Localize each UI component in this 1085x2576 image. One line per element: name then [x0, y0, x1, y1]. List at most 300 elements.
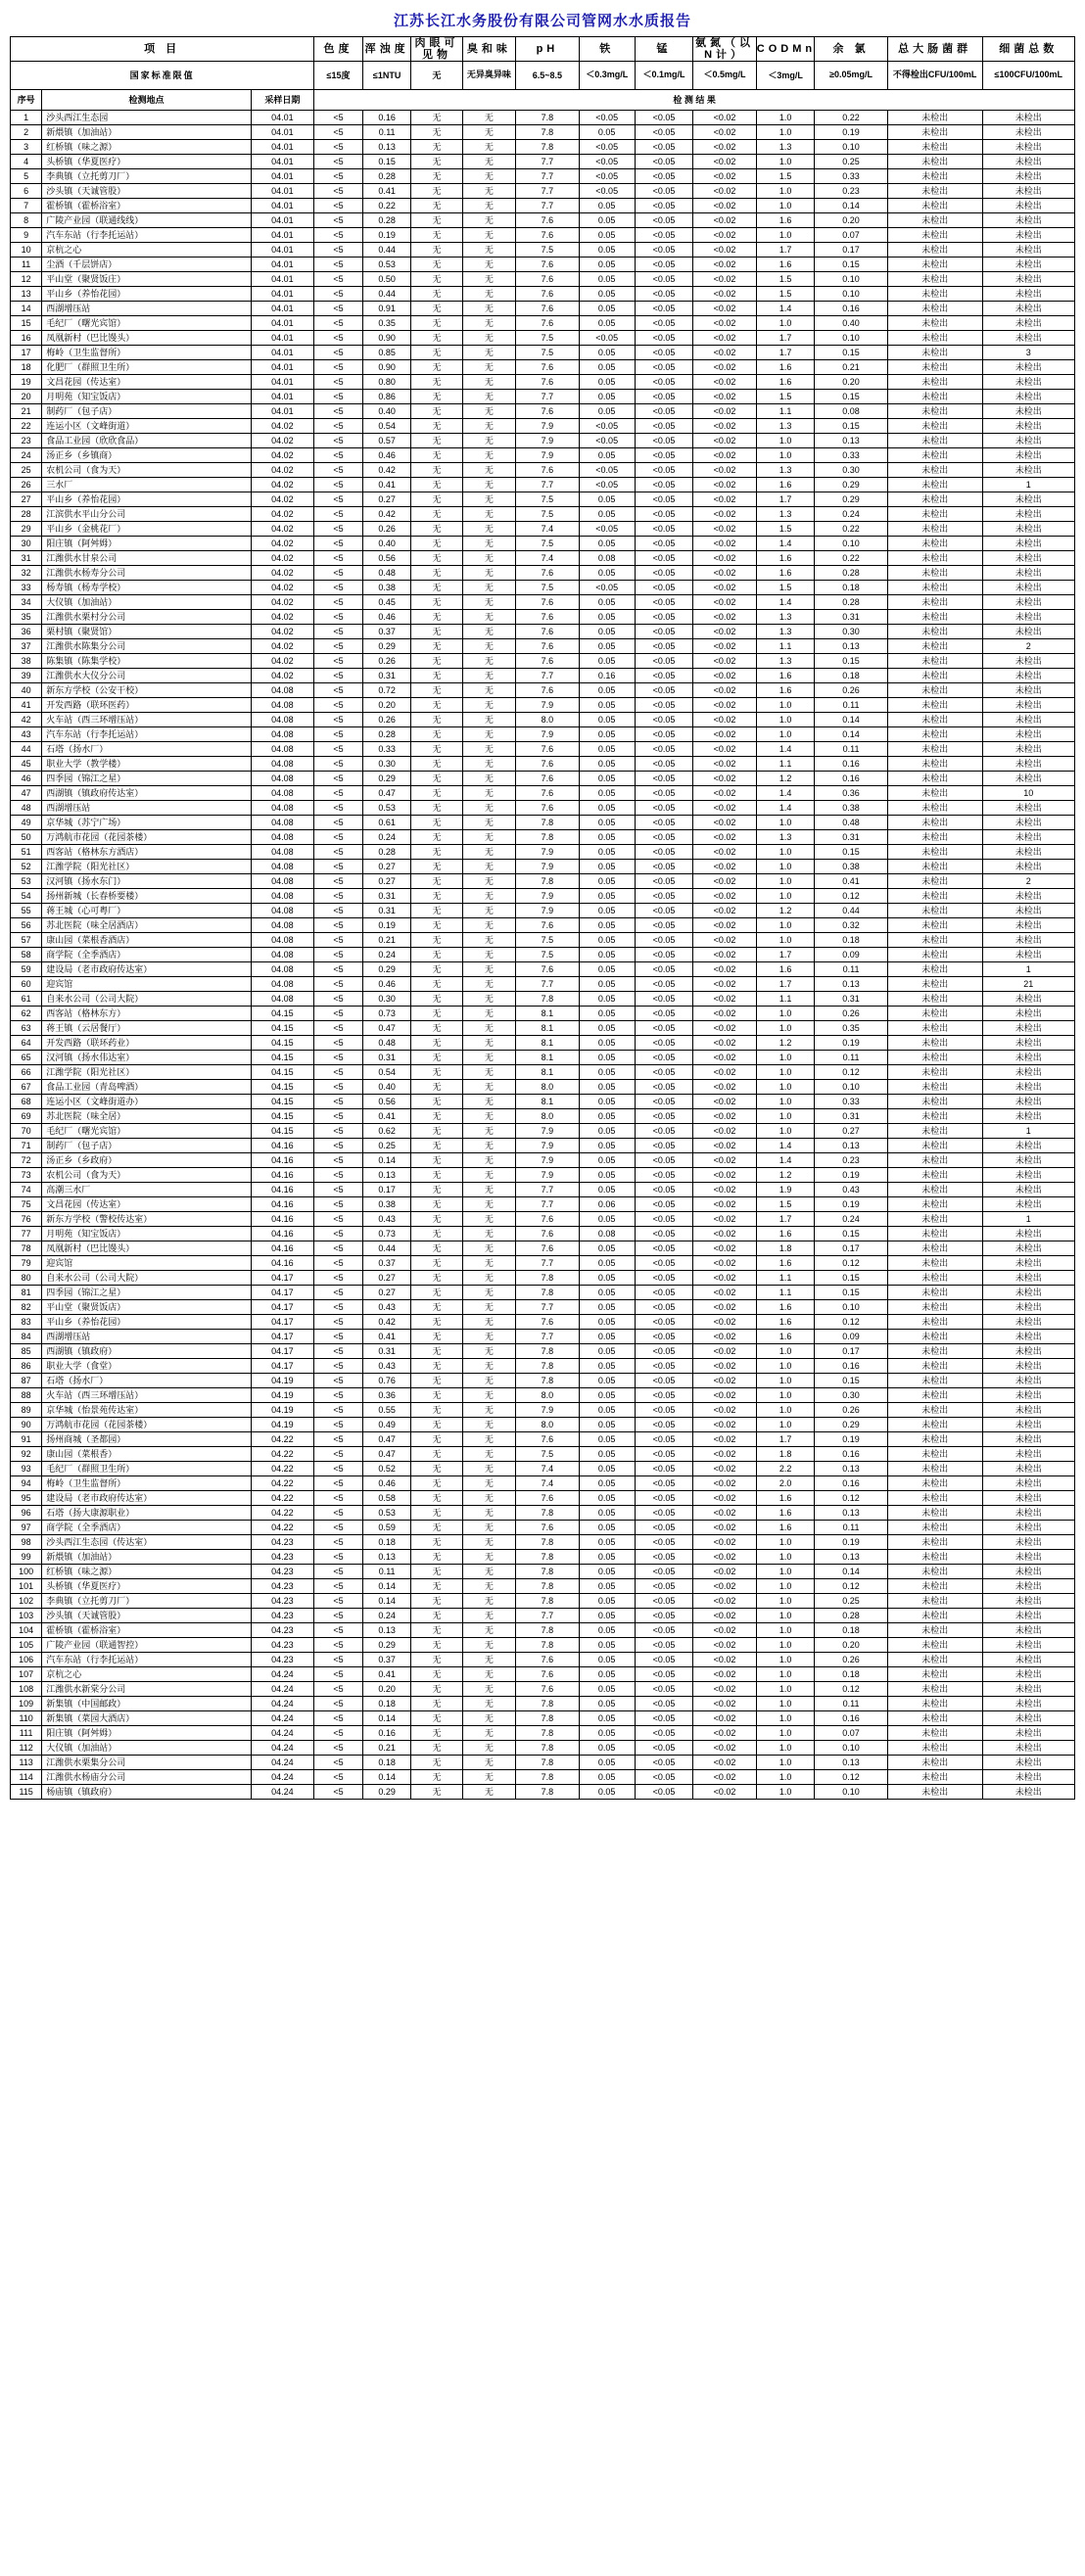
cell-seq: 28 [11, 507, 42, 522]
cell-value-3: 无 [462, 1197, 516, 1212]
cell-value-8: 1.0 [756, 448, 815, 463]
cell-value-4: 7.6 [516, 1682, 580, 1697]
limit-col-10: 不得检出CFU/100mL [887, 62, 982, 90]
cell-value-1: 0.46 [362, 448, 411, 463]
cell-value-10: 未检出 [887, 155, 982, 169]
cell-value-9: 0.13 [815, 639, 887, 654]
cell-value-9: 0.16 [815, 1447, 887, 1462]
cell-value-5: 0.05 [579, 1021, 635, 1036]
cell-value-1: 0.40 [362, 1080, 411, 1095]
cell-value-7: <0.02 [693, 669, 757, 683]
cell-value-8: 1.3 [756, 507, 815, 522]
cell-value-8: 1.0 [756, 1594, 815, 1609]
cell-seq: 106 [11, 1653, 42, 1667]
cell-value-8: 1.8 [756, 1447, 815, 1462]
cell-value-5: <0.05 [579, 140, 635, 155]
cell-site: 商学院（全季酒店） [42, 1521, 251, 1535]
cell-value-5: 0.05 [579, 1476, 635, 1491]
cell-value-3: 无 [462, 1741, 516, 1756]
cell-value-10: 未检出 [887, 1535, 982, 1550]
cell-value-0: <5 [314, 698, 363, 713]
cell-value-2: 无 [411, 625, 462, 639]
cell-value-6: <0.05 [635, 1638, 693, 1653]
cell-value-7: <0.02 [693, 1476, 757, 1491]
cell-value-4: 7.6 [516, 566, 580, 581]
cell-value-9: 0.12 [815, 1256, 887, 1271]
cell-value-5: 0.05 [579, 933, 635, 948]
cell-value-1: 0.47 [362, 1432, 411, 1447]
cell-value-4: 7.6 [516, 1653, 580, 1667]
cell-value-0: <5 [314, 1418, 363, 1432]
cell-value-1: 0.53 [362, 258, 411, 272]
cell-value-5: 0.05 [579, 1183, 635, 1197]
cell-value-10: 未检出 [887, 1021, 982, 1036]
cell-value-4: 7.8 [516, 1594, 580, 1609]
cell-date: 04.24 [251, 1756, 314, 1770]
cell-value-7: <0.02 [693, 1432, 757, 1447]
cell-value-4: 7.8 [516, 992, 580, 1007]
cell-value-9: 0.12 [815, 1065, 887, 1080]
cell-value-7: <0.02 [693, 1183, 757, 1197]
cell-value-8: 1.5 [756, 1197, 815, 1212]
cell-value-11: 未检出 [982, 1418, 1074, 1432]
cell-value-0: <5 [314, 933, 363, 948]
cell-value-11: 未检出 [982, 448, 1074, 463]
cell-value-1: 0.85 [362, 346, 411, 360]
cell-site: 商学院（全季酒店） [42, 948, 251, 962]
cell-value-3: 无 [462, 199, 516, 213]
cell-value-4: 7.6 [516, 1521, 580, 1535]
cell-value-10: 未检出 [887, 448, 982, 463]
cell-value-5: 0.05 [579, 1286, 635, 1300]
cell-value-10: 未检出 [887, 1653, 982, 1667]
cell-value-4: 7.7 [516, 977, 580, 992]
cell-value-9: 0.28 [815, 566, 887, 581]
cell-value-8: 1.0 [756, 1550, 815, 1565]
cell-site: 西客站（格林东方酒店） [42, 845, 251, 860]
cell-value-5: 0.05 [579, 1212, 635, 1227]
cell-seq: 39 [11, 669, 42, 683]
cell-site: 江潍供水栗村分公司 [42, 610, 251, 625]
cell-site: 汽车东站（行李托运站） [42, 1653, 251, 1667]
cell-value-7: <0.02 [693, 1212, 757, 1227]
cell-value-9: 0.18 [815, 581, 887, 595]
cell-date: 04.22 [251, 1462, 314, 1476]
cell-value-5: 0.05 [579, 1682, 635, 1697]
cell-value-11: 未检出 [982, 1241, 1074, 1256]
table-row [11, 125, 1075, 140]
cell-value-10: 未检出 [887, 786, 982, 801]
cell-value-9: 0.22 [815, 111, 887, 125]
cell-value-4: 8.0 [516, 713, 580, 727]
cell-value-8: 1.1 [756, 639, 815, 654]
cell-value-0: <5 [314, 316, 363, 331]
table-row [11, 1388, 1075, 1403]
cell-value-7: <0.02 [693, 1080, 757, 1095]
cell-site: 沙头镇（天诚管股） [42, 184, 251, 199]
cell-value-6: <0.05 [635, 1697, 693, 1711]
header-col-7: 氨氮（以N计） [693, 37, 757, 62]
cell-site: 制药厂（包子店） [42, 1139, 251, 1153]
cell-value-6: <0.05 [635, 169, 693, 184]
cell-value-0: <5 [314, 830, 363, 845]
cell-value-6: <0.05 [635, 1667, 693, 1682]
table-row [11, 463, 1075, 478]
cell-value-10: 未检出 [887, 1227, 982, 1241]
table-row [11, 1697, 1075, 1711]
cell-value-1: 0.44 [362, 243, 411, 258]
cell-date: 04.23 [251, 1550, 314, 1565]
cell-value-5: 0.05 [579, 1462, 635, 1476]
cell-value-2: 无 [411, 860, 462, 874]
cell-value-11: 1 [982, 478, 1074, 492]
cell-date: 04.02 [251, 419, 314, 434]
cell-value-5: 0.05 [579, 1418, 635, 1432]
cell-value-2: 无 [411, 1491, 462, 1506]
cell-value-2: 无 [411, 918, 462, 933]
cell-value-7: <0.02 [693, 258, 757, 272]
cell-value-3: 无 [462, 1388, 516, 1403]
cell-value-11: 未检出 [982, 1256, 1074, 1271]
cell-site: 农机公司（食为天） [42, 1168, 251, 1183]
cell-value-8: 1.3 [756, 654, 815, 669]
cell-value-0: <5 [314, 1271, 363, 1286]
cell-value-2: 无 [411, 507, 462, 522]
cell-value-5: 0.05 [579, 801, 635, 816]
cell-date: 04.01 [251, 125, 314, 140]
cell-value-10: 未检出 [887, 889, 982, 904]
cell-value-7: <0.02 [693, 1638, 757, 1653]
cell-date: 04.02 [251, 522, 314, 537]
cell-value-8: 1.0 [756, 1609, 815, 1623]
cell-value-2: 无 [411, 1315, 462, 1330]
cell-value-9: 0.15 [815, 346, 887, 360]
cell-value-11: 未检出 [982, 434, 1074, 448]
cell-value-11: 未检出 [982, 1535, 1074, 1550]
cell-value-7: <0.02 [693, 1227, 757, 1241]
cell-value-8: 1.3 [756, 610, 815, 625]
cell-value-3: 无 [462, 302, 516, 316]
cell-value-3: 无 [462, 1638, 516, 1653]
cell-value-0: <5 [314, 977, 363, 992]
cell-value-11: 未检出 [982, 316, 1074, 331]
cell-value-5: <0.05 [579, 331, 635, 346]
cell-value-6: <0.05 [635, 625, 693, 639]
cell-value-2: 无 [411, 1462, 462, 1476]
cell-seq: 79 [11, 1256, 42, 1271]
cell-value-4: 7.5 [516, 346, 580, 360]
cell-value-3: 无 [462, 1756, 516, 1770]
cell-value-6: <0.05 [635, 213, 693, 228]
cell-value-0: <5 [314, 1579, 363, 1594]
cell-value-2: 无 [411, 1726, 462, 1741]
limit-col-2: 无 [411, 62, 462, 90]
cell-value-4: 7.7 [516, 155, 580, 169]
cell-value-10: 未检出 [887, 1095, 982, 1109]
cell-value-7: <0.02 [693, 1741, 757, 1756]
cell-site: 梅岭（卫生监督所） [42, 346, 251, 360]
cell-value-8: 1.5 [756, 272, 815, 287]
cell-value-6: <0.05 [635, 1212, 693, 1227]
cell-date: 04.08 [251, 772, 314, 786]
cell-value-2: 无 [411, 213, 462, 228]
cell-site: 杨庙镇（镇政府） [42, 1785, 251, 1800]
limit-col-4: 6.5~8.5 [516, 62, 580, 90]
cell-value-8: 1.6 [756, 360, 815, 375]
cell-value-10: 未检出 [887, 375, 982, 390]
cell-value-11: 未检出 [982, 992, 1074, 1007]
cell-value-0: <5 [314, 404, 363, 419]
table-row [11, 522, 1075, 537]
cell-site: 凤凰新村（巴比馒头） [42, 1241, 251, 1256]
table-row [11, 669, 1075, 683]
cell-value-1: 0.22 [362, 199, 411, 213]
cell-value-0: <5 [314, 1491, 363, 1506]
cell-value-0: <5 [314, 272, 363, 287]
cell-value-4: 7.8 [516, 1506, 580, 1521]
cell-value-10: 未检出 [887, 1388, 982, 1403]
cell-value-5: 0.05 [579, 1403, 635, 1418]
cell-value-10: 未检出 [887, 228, 982, 243]
cell-value-11: 未检出 [982, 213, 1074, 228]
cell-date: 04.02 [251, 434, 314, 448]
cell-value-11: 未检出 [982, 258, 1074, 272]
cell-value-8: 1.0 [756, 1711, 815, 1726]
table-row [11, 1535, 1075, 1550]
cell-value-7: <0.02 [693, 566, 757, 581]
cell-value-10: 未检出 [887, 169, 982, 184]
cell-value-3: 无 [462, 1403, 516, 1418]
cell-value-5: 0.05 [579, 874, 635, 889]
cell-value-1: 0.18 [362, 1697, 411, 1711]
cell-value-10: 未检出 [887, 1462, 982, 1476]
cell-value-0: <5 [314, 654, 363, 669]
table-row [11, 1594, 1075, 1609]
cell-value-10: 未检出 [887, 1197, 982, 1212]
cell-value-11: 未检出 [982, 184, 1074, 199]
cell-value-9: 0.31 [815, 830, 887, 845]
table-row [11, 1359, 1075, 1374]
cell-value-2: 无 [411, 228, 462, 243]
table-row [11, 889, 1075, 904]
cell-value-0: <5 [314, 1168, 363, 1183]
cell-value-4: 7.9 [516, 904, 580, 918]
cell-value-1: 0.28 [362, 169, 411, 184]
cell-value-5: 0.05 [579, 1432, 635, 1447]
cell-value-7: <0.02 [693, 1535, 757, 1550]
cell-date: 04.08 [251, 904, 314, 918]
cell-value-8: 1.0 [756, 1535, 815, 1550]
table-row [11, 1197, 1075, 1212]
cell-value-9: 0.20 [815, 213, 887, 228]
cell-value-8: 1.8 [756, 1241, 815, 1256]
cell-site: 江潍供水杨寿分公司 [42, 566, 251, 581]
cell-value-6: <0.05 [635, 742, 693, 757]
table-row [11, 874, 1075, 889]
cell-value-5: 0.05 [579, 346, 635, 360]
cell-value-11: 未检出 [982, 1491, 1074, 1506]
cell-value-11: 未检出 [982, 169, 1074, 184]
cell-value-10: 未检出 [887, 316, 982, 331]
cell-value-1: 0.62 [362, 1124, 411, 1139]
cell-value-6: <0.05 [635, 478, 693, 492]
cell-value-0: <5 [314, 1153, 363, 1168]
cell-site: 迎宾馆 [42, 1256, 251, 1271]
cell-value-9: 0.13 [815, 434, 887, 448]
header-date: 采样日期 [251, 90, 314, 111]
cell-value-0: <5 [314, 845, 363, 860]
cell-value-2: 无 [411, 581, 462, 595]
cell-site: 苏北医院（味全居酒店） [42, 918, 251, 933]
cell-value-11: 未检出 [982, 1550, 1074, 1565]
cell-date: 04.08 [251, 992, 314, 1007]
cell-seq: 91 [11, 1432, 42, 1447]
cell-value-10: 未检出 [887, 1153, 982, 1168]
cell-value-8: 1.0 [756, 1109, 815, 1124]
cell-value-10: 未检出 [887, 537, 982, 551]
cell-value-8: 1.0 [756, 874, 815, 889]
cell-value-6: <0.05 [635, 1535, 693, 1550]
cell-value-3: 无 [462, 184, 516, 199]
cell-value-11: 未检出 [982, 507, 1074, 522]
cell-value-0: <5 [314, 1682, 363, 1697]
cell-value-9: 0.12 [815, 889, 887, 904]
cell-value-3: 无 [462, 977, 516, 992]
cell-value-2: 无 [411, 1565, 462, 1579]
cell-value-1: 0.21 [362, 1741, 411, 1756]
cell-value-10: 未检出 [887, 1065, 982, 1080]
cell-value-1: 0.55 [362, 1403, 411, 1418]
cell-value-11: 未检出 [982, 1374, 1074, 1388]
cell-value-5: 0.05 [579, 1109, 635, 1124]
cell-value-7: <0.02 [693, 595, 757, 610]
cell-value-5: 0.05 [579, 404, 635, 419]
cell-value-6: <0.05 [635, 1550, 693, 1565]
cell-value-0: <5 [314, 727, 363, 742]
cell-value-6: <0.05 [635, 1300, 693, 1315]
cell-value-0: <5 [314, 1300, 363, 1315]
cell-value-3: 无 [462, 904, 516, 918]
table-row [11, 537, 1075, 551]
cell-value-3: 无 [462, 918, 516, 933]
cell-value-4: 7.6 [516, 654, 580, 669]
cell-seq: 14 [11, 302, 42, 316]
cell-value-9: 0.40 [815, 316, 887, 331]
cell-value-11: 未检出 [982, 581, 1074, 595]
cell-date: 04.17 [251, 1300, 314, 1315]
cell-seq: 82 [11, 1300, 42, 1315]
cell-site: 新煨镇（加油站） [42, 125, 251, 140]
cell-value-10: 未检出 [887, 551, 982, 566]
cell-site: 连运小区（文峰街道办） [42, 1095, 251, 1109]
cell-value-11: 未检出 [982, 1697, 1074, 1711]
cell-site: 康山园（菜根香） [42, 1447, 251, 1462]
cell-value-1: 0.37 [362, 625, 411, 639]
cell-value-7: <0.02 [693, 1623, 757, 1638]
cell-value-5: 0.05 [579, 1506, 635, 1521]
cell-value-10: 未检出 [887, 1007, 982, 1021]
cell-date: 04.16 [251, 1212, 314, 1227]
cell-value-8: 1.0 [756, 1403, 815, 1418]
cell-value-11: 未检出 [982, 419, 1074, 434]
cell-date: 04.08 [251, 918, 314, 933]
cell-value-0: <5 [314, 258, 363, 272]
cell-value-8: 1.0 [756, 933, 815, 948]
cell-value-8: 1.0 [756, 1726, 815, 1741]
cell-value-3: 无 [462, 595, 516, 610]
cell-seq: 62 [11, 1007, 42, 1021]
cell-seq: 112 [11, 1741, 42, 1756]
cell-value-10: 未检出 [887, 478, 982, 492]
table-row [11, 551, 1075, 566]
cell-value-9: 0.13 [815, 1462, 887, 1476]
cell-date: 04.08 [251, 977, 314, 992]
cell-value-1: 0.17 [362, 1183, 411, 1197]
header-col-8: CODMn [756, 37, 815, 62]
cell-value-6: <0.05 [635, 111, 693, 125]
cell-value-7: <0.02 [693, 1506, 757, 1521]
cell-site: 汽车东站（行李托运站） [42, 228, 251, 243]
cell-seq: 18 [11, 360, 42, 375]
cell-value-11: 未检出 [982, 1403, 1074, 1418]
cell-value-0: <5 [314, 1403, 363, 1418]
cell-value-3: 无 [462, 992, 516, 1007]
table-row [11, 199, 1075, 213]
cell-value-10: 未检出 [887, 933, 982, 948]
cell-value-3: 无 [462, 1579, 516, 1594]
table-row [11, 1565, 1075, 1579]
cell-value-8: 1.0 [756, 713, 815, 727]
cell-value-6: <0.05 [635, 243, 693, 258]
cell-value-7: <0.02 [693, 904, 757, 918]
cell-value-2: 无 [411, 713, 462, 727]
cell-value-1: 0.59 [362, 1521, 411, 1535]
cell-value-5: 0.05 [579, 977, 635, 992]
cell-value-2: 无 [411, 1227, 462, 1241]
cell-value-10: 未检出 [887, 1212, 982, 1227]
cell-value-0: <5 [314, 1374, 363, 1388]
cell-value-3: 无 [462, 1491, 516, 1506]
cell-value-7: <0.02 [693, 1756, 757, 1770]
cell-value-1: 0.13 [362, 1168, 411, 1183]
cell-site: 自来水公司（公司大院） [42, 992, 251, 1007]
cell-site: 头桥镇（华夏医疗） [42, 155, 251, 169]
cell-value-1: 0.27 [362, 860, 411, 874]
cell-value-10: 未检出 [887, 346, 982, 360]
cell-site: 连运小区（文峰街道） [42, 419, 251, 434]
cell-value-4: 7.9 [516, 434, 580, 448]
table-row [11, 228, 1075, 243]
cell-value-1: 0.61 [362, 816, 411, 830]
cell-value-4: 7.6 [516, 316, 580, 331]
cell-value-10: 未检出 [887, 639, 982, 654]
cell-value-4: 8.1 [516, 1007, 580, 1021]
cell-value-5: 0.05 [579, 845, 635, 860]
cell-value-7: <0.02 [693, 1095, 757, 1109]
cell-value-0: <5 [314, 713, 363, 727]
cell-value-0: <5 [314, 537, 363, 551]
cell-value-6: <0.05 [635, 1609, 693, 1623]
cell-value-0: <5 [314, 213, 363, 228]
cell-date: 04.01 [251, 390, 314, 404]
cell-value-4: 8.0 [516, 1109, 580, 1124]
cell-value-7: <0.02 [693, 125, 757, 140]
cell-value-6: <0.05 [635, 463, 693, 478]
cell-value-1: 0.31 [362, 669, 411, 683]
cell-value-6: <0.05 [635, 1476, 693, 1491]
cell-value-1: 0.13 [362, 140, 411, 155]
cell-value-5: 0.05 [579, 1139, 635, 1153]
